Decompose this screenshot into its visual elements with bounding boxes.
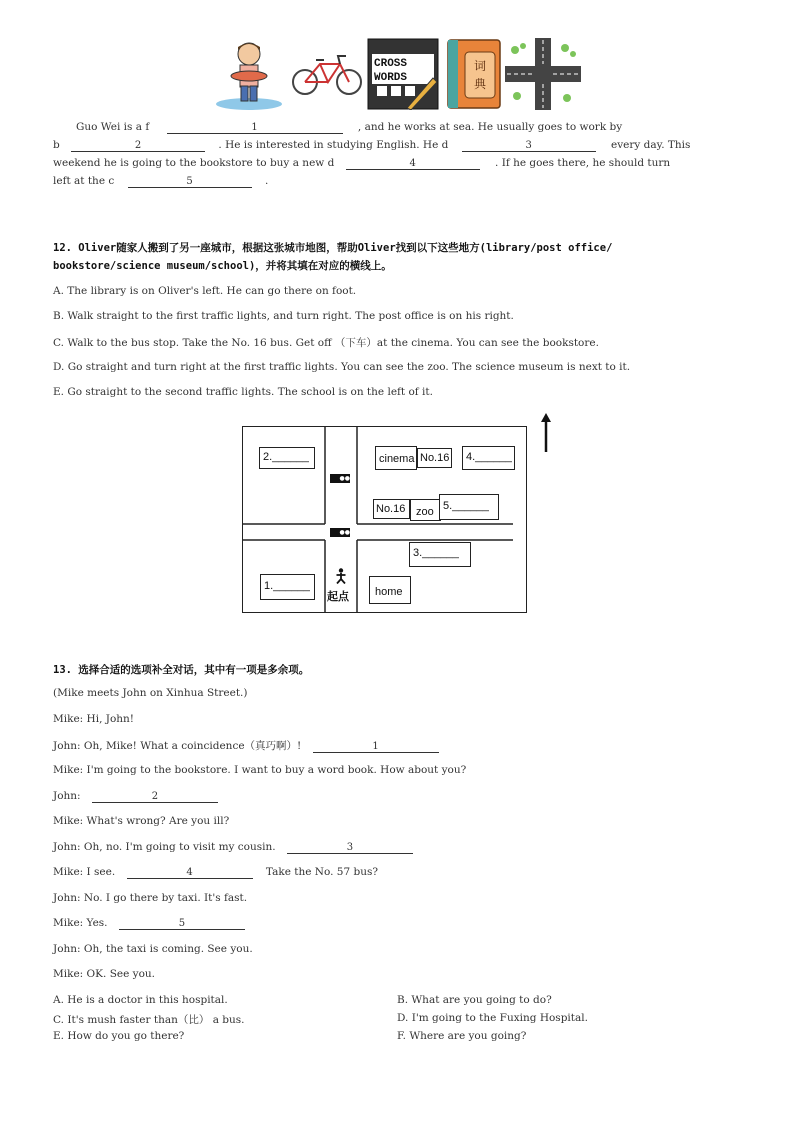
q11-line-3	[53, 157, 670, 170]
map-home-label: home	[375, 586, 403, 598]
map-cinema-label: cinema	[379, 453, 415, 465]
map-zoo-label: zoo	[416, 506, 434, 518]
traffic-light-2-symbol: ●●	[339, 529, 350, 536]
q12-option-a: A. The library is on Oliver's left. He can go there on foot.	[53, 285, 357, 297]
map-bus-stop-top-label: No.16	[420, 452, 450, 464]
map-bus-stop-top	[417, 448, 452, 468]
start-person-icon	[335, 568, 347, 584]
q11-blank-4[interactable]	[346, 158, 480, 170]
q13-dialogue-1: Mike: Hi, John!	[53, 713, 135, 725]
map-home	[369, 576, 411, 604]
map-box-4-label: 4.______	[466, 451, 512, 463]
q13-blank-4[interactable]	[127, 867, 253, 879]
map-box-5[interactable]	[439, 494, 499, 520]
q11-line-2	[53, 139, 690, 152]
q11-line2-mid: . He is interested in studying English. He d	[218, 139, 449, 151]
dictionary-picture	[445, 38, 503, 110]
q13-dialogue-7-end: Take the No. 57 bus?	[265, 866, 378, 878]
q13-dialogue-3: Mike: I'm going to the bookstore. I want to buy a word book. How about you?	[53, 764, 467, 776]
q13-blank-1-number: 1	[372, 741, 379, 752]
q13-choice-f: F. Where are you going?	[397, 1030, 527, 1042]
q11-line1-end: , and he works at sea. He usually goes to work by	[357, 121, 623, 133]
q13-dialogue-2	[53, 738, 439, 753]
q11-blank-5[interactable]	[128, 176, 252, 188]
q13-dialogue-2-text: John: Oh, Mike! What a coincidence（真巧啊）!	[53, 740, 302, 752]
q11-blank-3[interactable]	[462, 140, 596, 152]
q11-line1-start: Guo Wei is a f	[76, 121, 150, 133]
q13-choice-c: C. It's mush faster than（比） a bus.	[53, 1014, 245, 1026]
q11-line-1	[76, 121, 622, 134]
q13-dialogue-9-text: Mike: Yes.	[53, 917, 108, 929]
q13-choice-a: A. He is a doctor in this hospital.	[53, 994, 228, 1006]
q12-option-e: E. Go straight to the second traffic lights. The school is on the left of it.	[53, 386, 433, 398]
fisherman-picture	[214, 38, 284, 110]
q13-choice-b: B. What are you going to do?	[397, 994, 552, 1006]
q11-blank-1-number: 1	[251, 122, 258, 133]
q13-dialogue-4	[53, 790, 218, 803]
q11-blank-4-number: 4	[409, 158, 416, 169]
q11-blank-5-number: 5	[186, 176, 193, 187]
q12-title-line-1: 12. Oliver随家人搬到了另一座城市，根据这张城市地图，帮助Oliver找到以下这些地方(library/post office/	[53, 242, 613, 254]
q13-blank-3[interactable]	[287, 842, 413, 854]
q11-line4-end: .	[264, 175, 269, 187]
q13-dialogue-6-text: John: Oh, no. I'm going to visit my cousin.	[53, 841, 276, 853]
city-map	[242, 426, 527, 613]
q13-dialogue-8: John: No. I go there by taxi. It's fast.	[53, 892, 248, 904]
q13-dialogue-7-start: Mike: I see.	[53, 866, 116, 878]
q13-dialogue-10: John: Oh, the taxi is coming. See you.	[53, 943, 253, 955]
q12-option-b: B. Walk straight to the first traffic lights, and turn right. The post office is on his right.	[53, 310, 514, 322]
map-bus-stop-mid	[373, 499, 410, 519]
q11-line2-start: b	[53, 139, 60, 151]
traffic-light-1	[330, 474, 350, 483]
map-zoo	[410, 499, 441, 521]
q13-dialogue-6	[53, 841, 413, 854]
q13-choice-e: E. How do you go there?	[53, 1030, 185, 1042]
map-box-1-label: 1.______	[264, 580, 310, 592]
crossword-word-2: WORDS	[374, 72, 408, 84]
q13-dialogue-7	[53, 866, 378, 879]
q13-blank-2-number: 2	[151, 791, 159, 802]
map-box-3[interactable]	[409, 542, 471, 567]
q13-blank-5[interactable]	[119, 918, 245, 930]
q11-blank-3-number: 3	[525, 140, 532, 151]
q12-option-d: D. Go straight and turn right at the first traffic lights. You can see the zoo. The science museum is next to it.	[53, 361, 631, 373]
q11-blank-2[interactable]	[71, 140, 205, 152]
q13-blank-2[interactable]	[92, 791, 218, 803]
q11-line3-start: weekend he is going to the bookstore to buy a new d	[53, 157, 335, 169]
dictionary-char-1: 词	[473, 59, 487, 73]
north-arrow-icon	[539, 412, 553, 454]
crossword-word-1: CROSS	[374, 58, 408, 70]
map-start-label: 起点	[327, 591, 349, 603]
crossroads-picture	[505, 38, 581, 110]
map-box-3-label: 3.______	[413, 547, 459, 559]
q11-line-4	[53, 175, 268, 188]
traffic-light-2	[330, 528, 350, 537]
q11-line4-start: left at the c	[53, 175, 115, 187]
q13-scene: (Mike meets John on Xinhua Street.)	[53, 687, 248, 699]
map-box-2[interactable]	[259, 447, 315, 469]
q13-title: 13. 选择合适的选项补全对话，其中有一项是多余项。	[53, 664, 310, 676]
dictionary-char-2: 典	[473, 77, 487, 91]
bicycle-picture	[290, 38, 364, 110]
map-cinema	[375, 446, 417, 470]
q13-choice-d: D. I'm going to the Fuxing Hospital.	[397, 1012, 588, 1024]
q11-blank-2-number: 2	[134, 140, 142, 151]
traffic-light-1-symbol: ●●	[339, 475, 350, 482]
q13-dialogue-11: Mike: OK. See you.	[53, 968, 156, 980]
q12-title-line-2: bookstore/science museum/school)，并将其填在对应的横线上。	[53, 260, 392, 272]
q13-dialogue-4-text: John:	[53, 790, 81, 802]
crossword-picture	[367, 38, 439, 110]
q11-line2-end: every day. This	[611, 139, 691, 151]
q12-option-c: C. Walk to the bus stop. Take the No. 16 bus. Get off （下车）at the cinema. You can see the bookstore.	[53, 337, 599, 349]
map-box-1[interactable]	[260, 574, 315, 600]
q11-blank-1[interactable]	[167, 122, 343, 134]
q13-blank-1[interactable]	[313, 741, 439, 753]
q13-blank-4-number: 4	[186, 867, 193, 878]
map-bus-stop-mid-label: No.16	[376, 503, 406, 515]
q13-blank-5-number: 5	[178, 918, 186, 929]
map-box-2-label: 2.______	[263, 451, 309, 463]
q13-blank-3-number: 3	[346, 842, 354, 853]
map-box-5-label: 5.______	[443, 500, 489, 512]
q11-line3-end: . If he goes there, he should turn	[495, 157, 671, 169]
q13-dialogue-5: Mike: What's wrong? Are you ill?	[53, 815, 230, 827]
map-box-4[interactable]	[462, 446, 515, 470]
q13-dialogue-9	[53, 917, 245, 930]
